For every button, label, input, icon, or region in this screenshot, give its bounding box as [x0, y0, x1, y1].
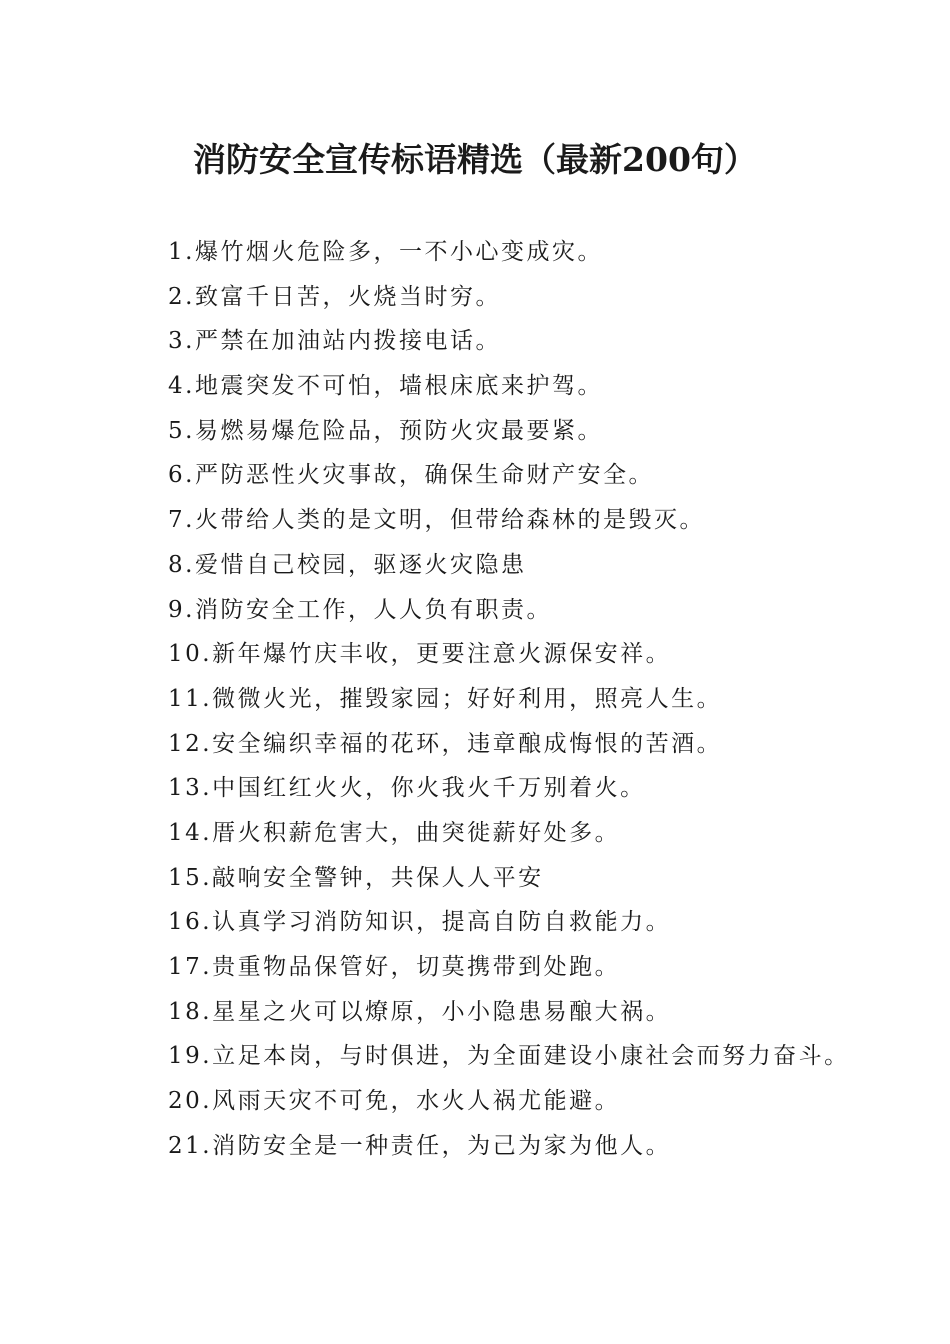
slogan-item: 21.消防安全是一种责任，为己为家为他人。: [168, 1132, 672, 1159]
slogan-item: 11.微微火光，摧毁家园；好好利用，照亮人生。: [168, 685, 723, 712]
slogan-item: 16.认真学习消防知识，提高自防自救能力。: [168, 909, 672, 936]
slogan-item: 15.敲响安全警钟，共保人人平安: [168, 864, 544, 891]
slogan-item: 19.立足本岗，与时俱进，为全面建设小康社会而努力奋斗。: [168, 1043, 850, 1070]
slogan-item: 20.风雨天灾不可免，水火人祸尤能避。: [168, 1088, 621, 1115]
slogan-item: 10.新年爆竹庆丰收，更要注意火源保安祥。: [168, 641, 672, 668]
slogan-item: 14.厝火积薪危害大，曲突徙薪好处多。: [168, 819, 621, 846]
document-title: 消防安全宣传标语精选（最新200句）: [193, 140, 757, 179]
slogan-item: 5.易燃易爆危险品，预防火灾最要紧。: [168, 417, 603, 444]
slogan-item: 4.地震突发不可怕，墙根床底来护驾。: [168, 373, 603, 400]
slogan-item: 9.消防安全工作，人人负有职责。: [168, 596, 552, 623]
slogan-item: 3.严禁在加油站内拨接电话。: [168, 328, 501, 355]
slogan-item: 2.致富千日苦，火烧当时穷。: [168, 283, 501, 310]
slogan-item: 1.爆竹烟火危险多，一不小心变成灾。: [168, 239, 603, 265]
slogan-item: 17.贵重物品保管好，切莫携带到处跑。: [168, 954, 621, 980]
slogan-item: 8.爱惜自己校园，驱逐火灾隐患: [168, 551, 527, 578]
slogan-item: 7.火带给人类的是文明，但带给森林的是毁灭。: [168, 507, 705, 534]
slogan-item: 13.中国红红火火，你火我火千万别着火。: [168, 775, 646, 802]
slogan-item: 12.安全编织幸福的花环，违章酿成悔恨的苦酒。: [168, 730, 723, 757]
slogan-item: 18.星星之火可以燎原，小小隐患易酿大祸。: [168, 998, 672, 1025]
slogan-item: 6.严防恶性火灾事故，确保生命财产安全。: [168, 462, 654, 489]
slogan-list: [168, 230, 850, 1168]
